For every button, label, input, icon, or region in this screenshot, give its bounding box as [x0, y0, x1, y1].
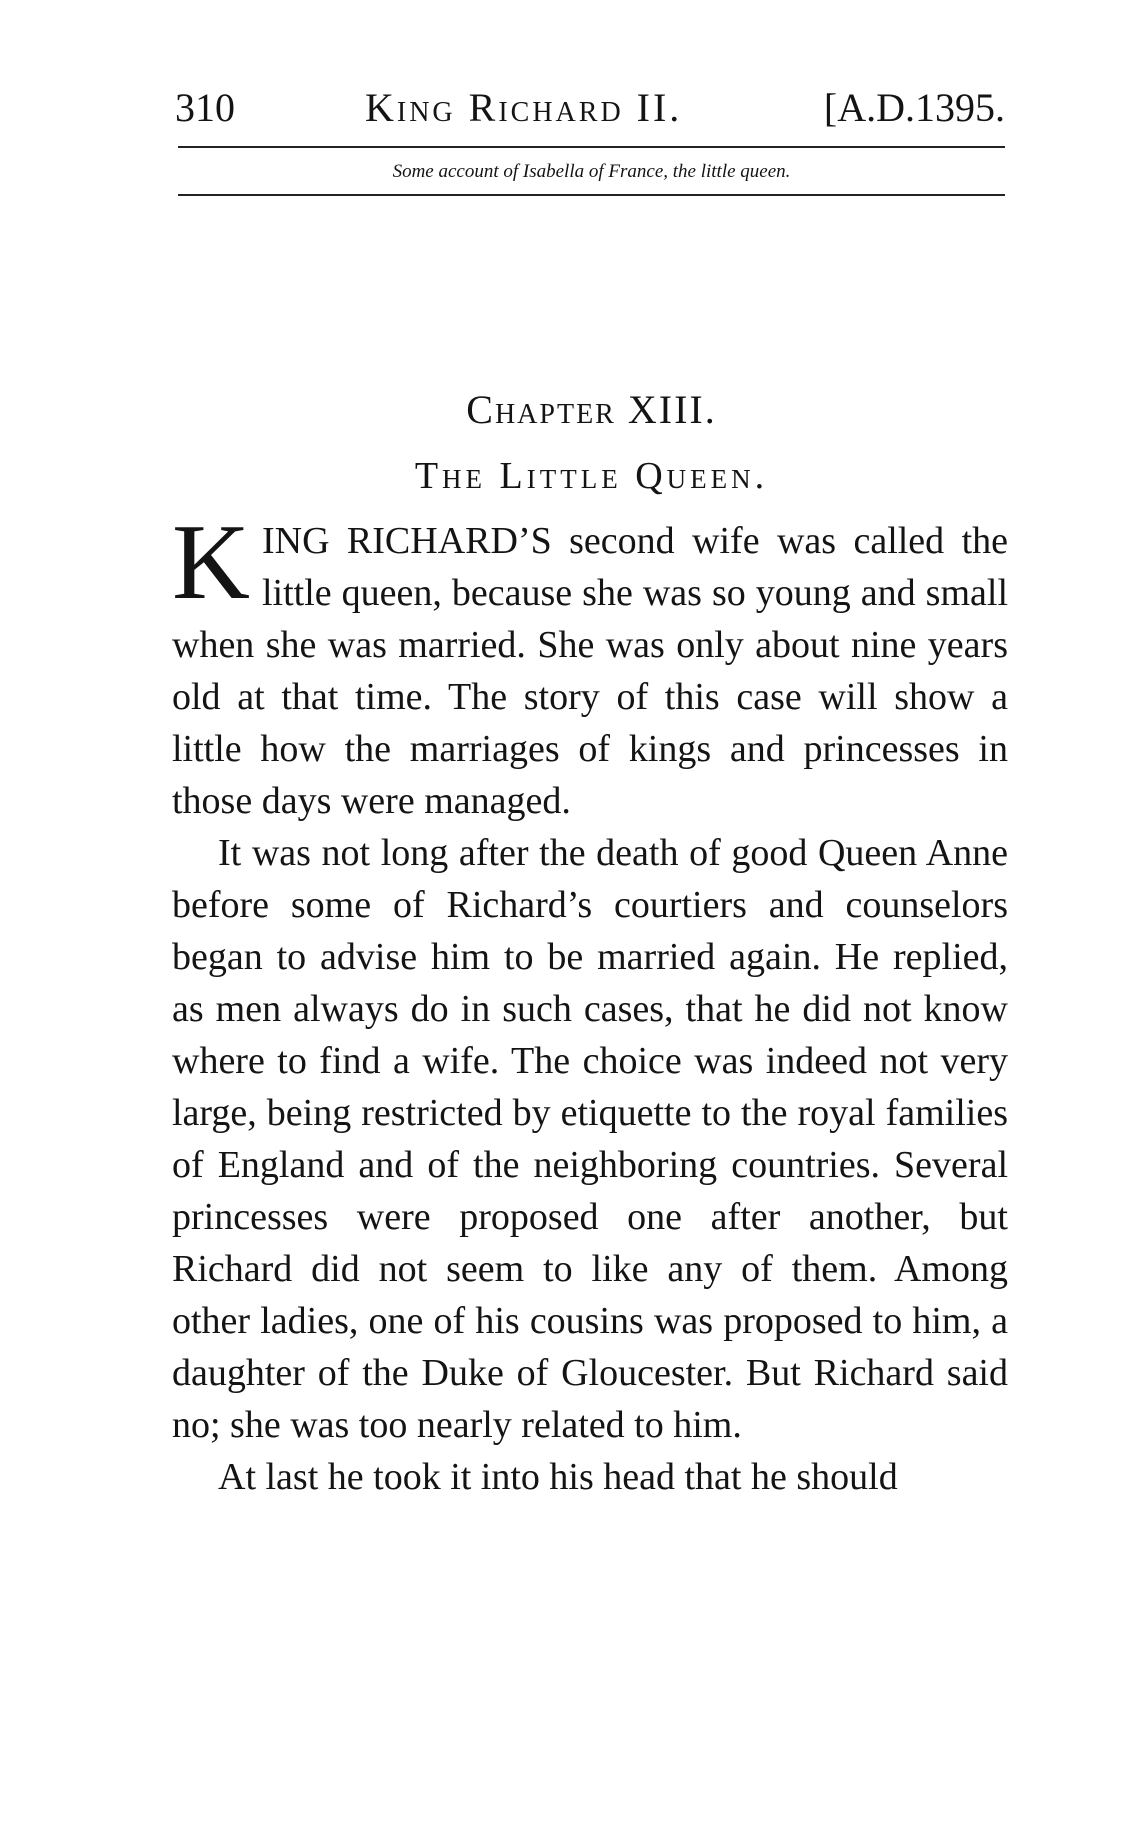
header-rule-bottom	[178, 194, 1005, 196]
body-text	[172, 503, 1008, 1503]
page-number: 310	[175, 85, 235, 130]
page-subhead: Some account of Isabella of France, the little queen.	[392, 161, 791, 182]
running-title: King Richard II.	[365, 85, 683, 130]
paragraph-1-text: ING RICHARD’S second wife was called the little queen, because she was so young and small when she was married. She was only about nine years old at that time. The story of this case will show a little how the marriages of kings and princesses in those days were managed.	[172, 520, 1008, 822]
chapter-number: Chapter XIII.	[466, 387, 717, 432]
chapter-title: The Little Queen.	[414, 455, 769, 497]
running-head	[175, 82, 1005, 134]
header-rule-top	[178, 146, 1005, 148]
paragraph-3: At last he took it into his head that he should	[218, 1456, 898, 1498]
paragraph-1	[172, 503, 1008, 827]
paragraph-2: It was not long after the death of good Queen Anne before some of Richard’s courtiers and counselors began to advise him to be married again. He replied, as men always do in such cases, that he did not know where to find a wife. The choice was indeed not very large, being restricted by etiquette to the royal families of England and of the neighboring countries. Several princesses were proposed one after another, but Richard did not seem to like any of them. Among other ladies, one of his cousins was proposed to him, a daughter of the Duke of Gloucester. But Richard said no; she was too nearly related to him.	[172, 832, 1008, 1446]
running-date: [A.D.1395.	[823, 85, 1005, 130]
drop-cap: K	[172, 503, 250, 622]
